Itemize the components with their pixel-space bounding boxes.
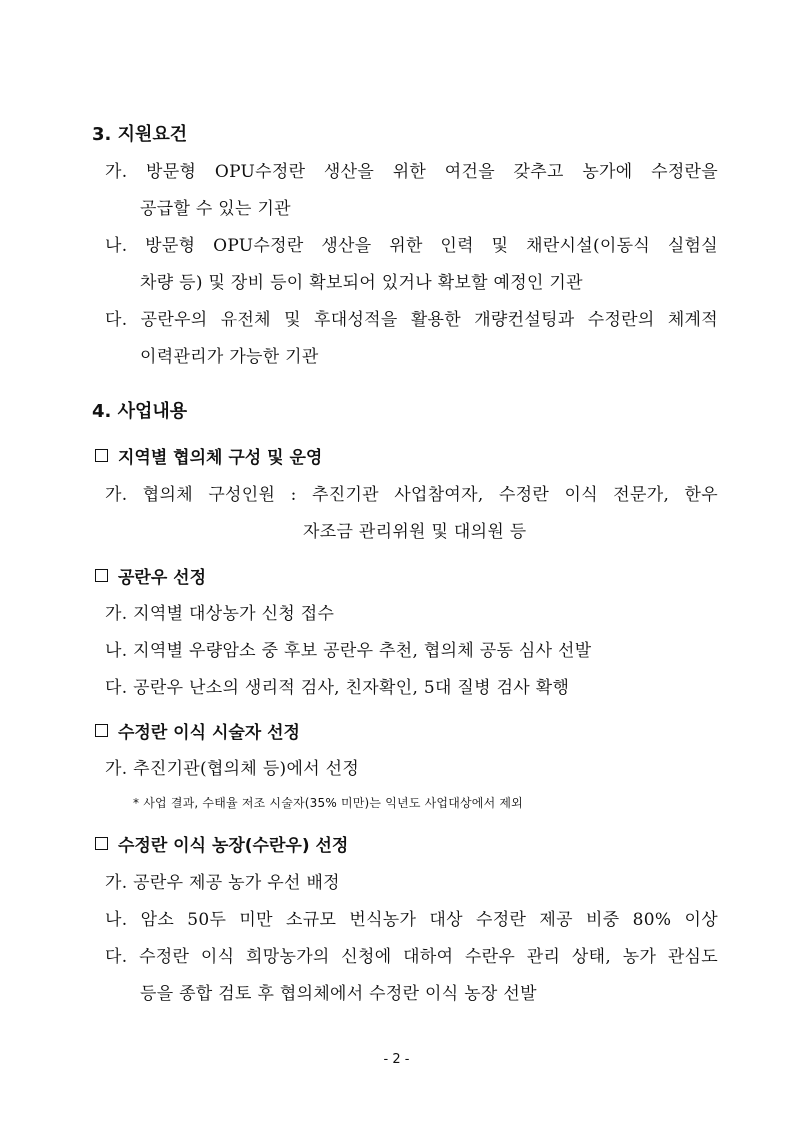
donor-item-b: 나. 지역별 우량암소 중 후보 공란우 추천, 협의체 공동 심사 선발: [105, 641, 592, 661]
section-3-item-c-line-2: 이력관리가 가능한 기관: [140, 347, 319, 367]
donor-item-a: 가. 지역별 대상농가 신청 접수: [105, 604, 335, 624]
section-4-title: 4. 사업내용: [92, 401, 188, 422]
checkbox-square-icon: [95, 724, 108, 737]
donor-item-c: 다. 공란우 난소의 생리적 검사, 친자확인, 5대 질병 검사 확행: [105, 678, 570, 698]
subsection-heading: [95, 443, 322, 468]
subsection-heading-text: 공란우 선정: [118, 568, 207, 588]
checkbox-square-icon: [95, 569, 108, 582]
subsection-heading-text: 수정란 이식 농장(수란우) 선정: [118, 836, 349, 856]
technician-item-a: 가. 추진기관(협의체 등)에서 선정: [105, 759, 360, 779]
subsection-heading: [95, 831, 348, 856]
subsection-heading: [95, 718, 300, 743]
checkbox-square-icon: [95, 837, 108, 850]
section-3-item-a-line-1: 가. 방문형 OPU수정란 생산을 위한 여건을 갖추고 농가에 수정란을: [105, 162, 718, 182]
council-members-line-2: 자조금 관리위원 및 대의원 등: [303, 522, 527, 542]
section-3-title: 3. 지원요건: [92, 124, 188, 145]
checkbox-square-icon: [95, 449, 108, 462]
subsection-heading: [95, 563, 206, 588]
section-3-item-b-line-2: 차량 등) 및 장비 등이 확보되어 있거나 확보할 예정인 기관: [140, 273, 583, 293]
farm-item-b: 나. 암소 50두 미만 소규모 번식농가 대상 수정란 제공 비중 80% 이상: [105, 910, 718, 930]
council-members-line-1: 가. 협의체 구성인원 : 추진기관 사업참여자, 수정란 이식 전문가, 한우: [105, 485, 718, 505]
section-3-item-a-line-2: 공급할 수 있는 기관: [140, 199, 291, 219]
subsection-heading-text: 수정란 이식 시술자 선정: [118, 723, 300, 743]
farm-item-a: 가. 공란우 제공 농가 우선 배정: [105, 873, 340, 893]
section-3-item-c-line-1: 다. 공란우의 유전체 및 후대성적을 활용한 개량컨설팅과 수정란의 체계적: [105, 310, 718, 330]
farm-item-c-line-2: 등을 종합 검토 후 협의체에서 수정란 이식 농장 선발: [140, 984, 537, 1004]
technician-note: * 사업 결과, 수태율 저조 시술자(35% 미만)는 익년도 사업대상에서 제외: [133, 796, 523, 810]
section-3-item-b-line-1: 나. 방문형 OPU수정란 생산을 위한 인력 및 채란시설(이동식 실험실: [105, 236, 718, 256]
subsection-heading-text: 지역별 협의체 구성 및 운영: [118, 448, 323, 468]
farm-item-c-line-1: 다. 수정란 이식 희망농가의 신청에 대하여 수란우 관리 상태, 농가 관심도: [105, 947, 718, 967]
page-number: - 2 -: [383, 1052, 410, 1067]
